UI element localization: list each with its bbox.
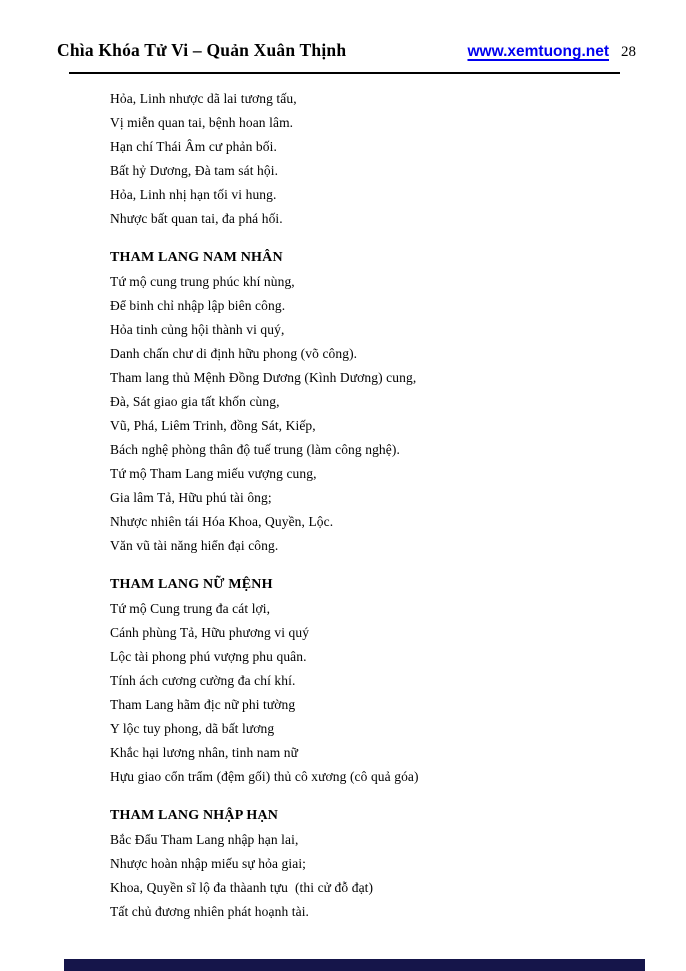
poem-section xyxy=(110,804,646,924)
poem-section xyxy=(110,246,646,558)
poem-line: Tham lang thủ Mệnh Đồng Dương (Kình Dương) cung, xyxy=(110,370,417,385)
poem-line: Bắc Đẩu Tham Lang nhập hạn lai, xyxy=(110,832,299,847)
poem-section xyxy=(110,573,646,789)
poem-section xyxy=(110,87,646,231)
header-divider xyxy=(69,72,620,74)
book-title: Chìa Khóa Tử Vi – Quản Xuân Thịnh xyxy=(57,40,347,60)
poem-line: Khoa, Quyền sĩ lộ đa thàanh tựu (thi cử đỗ đạt) xyxy=(110,880,374,895)
poem-line: Khắc hại lương nhân, tinh nam nữ xyxy=(110,745,299,760)
page-number: 28 xyxy=(621,44,636,60)
poem-line: Tính ách cương cường đa chí khí. xyxy=(110,673,296,688)
poem-line: Y lộc tuy phong, dã bất lương xyxy=(110,721,275,736)
poem-line: Văn vũ tài năng hiển đại công. xyxy=(110,538,279,553)
poem-line: Cánh phùng Tả, Hữu phương vi quý xyxy=(110,625,310,640)
poem-line: Lộc tài phong phú vượng phu quân. xyxy=(110,649,307,664)
poem-line: Nhược hoàn nhập miếu sự hỏa giai; xyxy=(110,856,307,871)
poem-line: Danh chấn chư di định hữu phong (võ công). xyxy=(110,346,358,361)
section-heading: THAM LANG NHẬP HẠN xyxy=(110,808,279,823)
poem-line: Hựu giao cổn trẩm (đệm gối) thủ cô xương (cô quả góa) xyxy=(110,769,419,784)
poem-line: Tứ mộ Cung trung đa cát lợi, xyxy=(110,601,271,616)
section-heading: THAM LANG NỮ MỆNH xyxy=(110,577,273,592)
poem-line: Bất hỷ Dương, Đà tam sát hội. xyxy=(110,163,279,178)
poem-line: Tham Lang hãm địc nữ phi tường xyxy=(110,697,296,712)
poem-line: Gia lâm Tả, Hữu phú tài ông; xyxy=(110,490,272,505)
poem-line: Tứ mộ cung trung phúc khí nùng, xyxy=(110,274,295,289)
poem-line: Bách nghệ phòng thân độ tuế trung (làm công nghệ). xyxy=(110,442,400,457)
bottom-bar xyxy=(64,959,645,971)
poem-line: Để binh chỉ nhập lập biên công. xyxy=(110,298,286,313)
poem-line: Hỏa, Linh nhị hạn tối vi hung. xyxy=(110,187,277,202)
poem-line: Hỏa tinh củng hội thành vi quý, xyxy=(110,322,285,337)
poem-line: Tất chủ đương nhiên phát hoạnh tài. xyxy=(110,904,310,919)
page-header xyxy=(0,0,686,61)
poem-line: Nhược bất quan tai, đa phá hối. xyxy=(110,211,283,226)
poem-line: Hạn chí Thái Âm cư phản bối. xyxy=(110,139,277,154)
poem-line: Vị miễn quan tai, bệnh hoan lâm. xyxy=(110,115,294,130)
poem-line: Vũ, Phá, Liêm Trinh, đồng Sát, Kiếp, xyxy=(110,418,316,433)
poem-line: Đà, Sát giao gia tất khốn cùng, xyxy=(110,394,280,409)
poem-line: Nhược nhiên tái Hóa Khoa, Quyền, Lộc. xyxy=(110,514,334,529)
section-heading: THAM LANG NAM NHÂN xyxy=(110,250,283,265)
website-link[interactable]: www.xemtuong.net xyxy=(467,43,609,60)
poem-line: Tứ mộ Tham Lang miếu vượng cung, xyxy=(110,466,317,481)
poem-line: Hỏa, Linh nhược dã lai tương tấu, xyxy=(110,91,297,106)
header-right xyxy=(467,43,636,61)
page-content xyxy=(110,87,646,924)
